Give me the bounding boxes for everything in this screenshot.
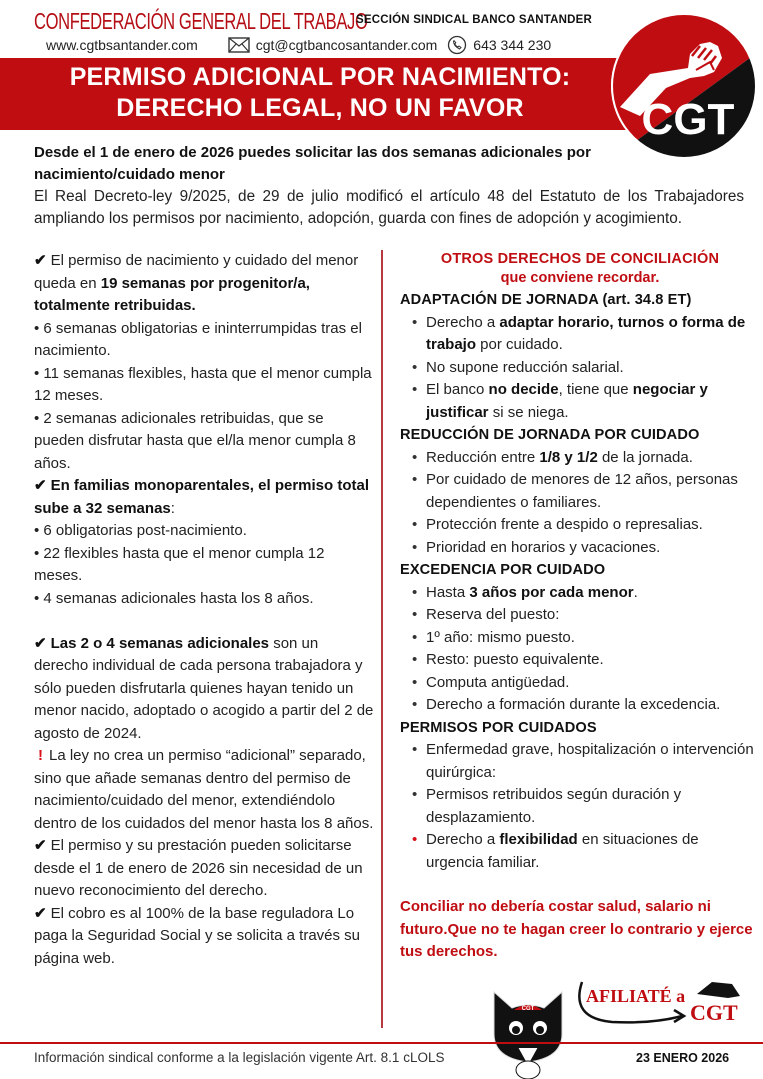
page-title-line1: PERMISO ADICIONAL POR NACIMIENTO: [69, 63, 571, 91]
check-icon: ✔ [34, 904, 47, 922]
intro-paragraph: El Real Decreto-ley 9/2025, de 29 de julio modificó el artículo 48 del Estatuto de los Trabajadores ampliando los permisos por nacimiento, adopción, guarda con fines de adopción y acogimiento. [34, 188, 744, 228]
excedencia-list [400, 582, 760, 717]
svg-text:CGT: CGT [521, 1006, 535, 1012]
list-item: • Derecho a formación durante la excedencia. [412, 694, 760, 717]
email-link[interactable]: cgt@cgtbancosantander.com [255, 37, 438, 53]
website-link[interactable]: www.cgtbsantander.com [46, 37, 198, 53]
cgt-brand-text: CGT [690, 1000, 738, 1025]
check-icon: ✔ [34, 837, 47, 854]
list-item: • Reserva del puesto: [412, 604, 760, 627]
list-item: • Enfermedad grave, hospitalización o intervención quirúrgica: [412, 739, 760, 784]
list-item: • Protección frente a despido o represalias. [412, 514, 760, 537]
paragraph-19-weeks: ✔ El permiso de nacimiento y cuidado del menor queda en 19 semanas por progenitor/a, totalmente retribuidas. [34, 252, 359, 314]
paragraph-warning: ! La ley no crea un permiso “adicional” separado, sino que añade semanas dentro del permiso de nacimiento/cuidado del menor, extendiéndolo dentro de los cuidados del menor hasta los 8 años. [34, 747, 374, 832]
cgt-logo [610, 12, 758, 160]
check-icon: ✔ [34, 477, 47, 494]
right-subtitle: que conviene recordar. [500, 270, 660, 286]
list-item: • Permisos retribuidos según duración y desplazamiento. [412, 784, 760, 829]
right-title: OTROS DERECHOS DE CONCILIACIÓN [440, 251, 720, 267]
list-item: • Hasta 3 años por cada menor. [412, 582, 760, 605]
svg-text:CGT: CGT [641, 95, 735, 144]
list-item: • El banco no decide, tiene que negociar y justificar si se niega. [412, 379, 760, 424]
list-item: • Derecho a adaptar horario, turnos o forma de trabajo por cuidado. [412, 312, 760, 357]
closing-message: Conciliar no debería costar salud, salario ni futuro.Que no te hagan creer lo contrario y ejerce tus derechos. [400, 898, 753, 960]
column-divider [381, 250, 383, 1028]
paragraph-additional-weeks: ✔ Las 2 o 4 semanas adicionales son un derecho individual de cada persona trabajadora y sólo pueden disfrutarla quienes hayan tenido un menor nacido, adoptado o acogido a partir del 2 de agosto de 2024. [34, 634, 374, 742]
paragraph-payment: ✔ El cobro es al 100% de la base reguladora Lo paga la Seguridad Social y se solicita a través su página web. [34, 904, 361, 967]
org-title: CONFEDERACIÓN GENERAL DEL TRABAJO [34, 8, 368, 34]
list-item: • Computa antigüedad. [412, 672, 760, 695]
raised-fist-icon [610, 12, 758, 160]
list-item: • Derecho a flexibilidad en situaciones de urgencia familiar. [412, 829, 760, 874]
footer-date: 23 ENERO 2026 [636, 1051, 730, 1065]
intro-headline: Desde el 1 de enero de 2026 puedes solicitar las dos semanas adicionales por nacimiento/cuidado menor [34, 144, 591, 183]
paragraph-request: ✔ El permiso y su prestación pueden solicitarse desde el 1 de enero de 2026 sin necesidad de un nuevo reconocimiento del derecho. [34, 837, 363, 899]
paragraph-monoparental: ✔ En familias monoparentales, el permiso total sube a 32 semanas: [34, 477, 369, 517]
adaptacion-list [400, 312, 760, 425]
cat-mascot-icon [488, 988, 568, 1079]
section-heading-reduccion: REDUCCIÓN DE JORNADA POR CUIDADO [400, 427, 700, 443]
list-item: • 6 obligatorias post-nacimiento. [34, 522, 247, 539]
list-item: • 2 semanas adicionales retribuidas, que se pueden disfrutar hasta que el/la menor cumpla 8 años. [34, 409, 356, 472]
check-icon: ✔ [34, 252, 47, 269]
envelope-icon [228, 37, 250, 53]
list-item: • 4 semanas adicionales hasta los 8 años. [34, 589, 314, 607]
footer-legal: Información sindical conforme a la legislación vigente Art. 8.1 cLOLS [34, 1050, 445, 1065]
list-item: • 6 semanas obligatorias e ininterrumpidas tras el nacimiento. [34, 319, 362, 359]
section-heading-excedencia: EXCEDENCIA POR CUIDADO [400, 562, 606, 578]
right-column [400, 250, 760, 964]
reduccion-list [400, 447, 760, 560]
list-item: • 1º año: mismo puesto. [412, 627, 760, 650]
list-item: • Reducción entre 1/8 y 1/2 de la jornada. [412, 447, 760, 470]
footer-divider [0, 1042, 763, 1044]
section-heading-adaptacion: ADAPTACIÓN DE JORNADA (art. 34.8 ET) [400, 292, 692, 308]
left-column [34, 250, 374, 970]
section-heading-permisos: PERMISOS POR CUIDADOS [400, 719, 597, 736]
phone-number[interactable]: 643 344 230 [473, 37, 552, 53]
list-item: • 22 flexibles hasta que el menor cumpla 12 meses. [34, 544, 325, 584]
permisos-list [400, 739, 760, 874]
list-item: • No supone reducción salarial. [412, 357, 760, 380]
section-name: SECCIÓN SINDICAL BANCO SANTANDER [356, 14, 592, 26]
list-item: • Por cuidado de menores de 12 años, personas dependientes o familiares. [412, 469, 760, 514]
page-title [30, 62, 610, 124]
afiliate-link[interactable]: AFILIATÉ a [586, 986, 686, 1006]
check-icon: ✔ [34, 634, 47, 652]
whatsapp-phone-icon [447, 35, 467, 55]
page-title-line2: DERECHO LEGAL, NO UN FAVOR [116, 94, 524, 122]
contact-row [46, 35, 551, 55]
list-item: • 11 semanas flexibles, hasta que el menor cumpla 12 meses. [34, 364, 372, 404]
list-item: • Resto: puesto equivalente. [412, 649, 760, 672]
exclamation-icon: ! [38, 747, 43, 764]
list-item: • Prioridad en horarios y vacaciones. [412, 537, 760, 560]
